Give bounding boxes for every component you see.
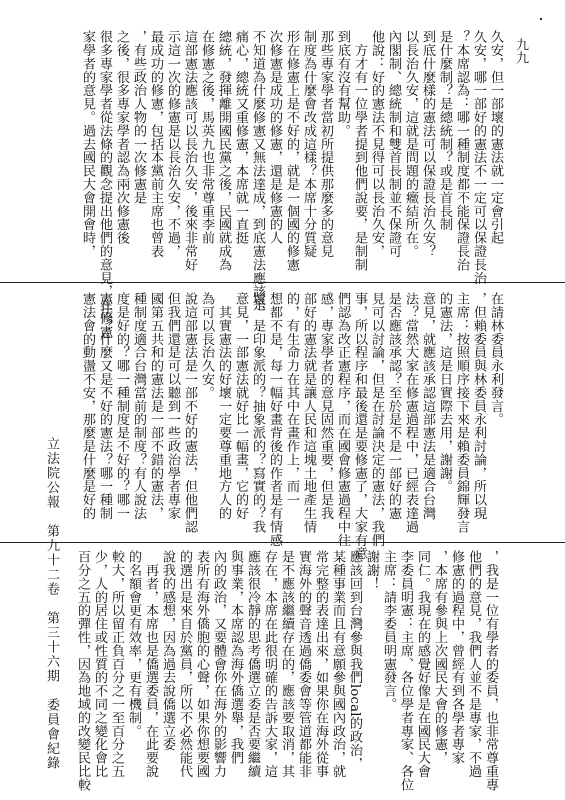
text-line: 的選出是來自於黨員，所以不必然能代 bbox=[177, 550, 192, 778]
text-line: 部好的憲法就是讓人民和這塊土地產生情 bbox=[301, 292, 316, 534]
text-line: ，有些政治人物的一次修憲是 bbox=[131, 30, 146, 205]
text-line: 同仁。我現在的感覺好像是在國民大會 bbox=[415, 550, 430, 778]
text-line: 某種事業而且有意願參與國內政治，就 bbox=[330, 550, 345, 778]
text-line: 國第五共和的憲法是一部不錯的憲法， bbox=[148, 292, 163, 520]
text-line: 百分之五的彈性，因為地域的改變民比較 bbox=[75, 550, 90, 792]
text-line: 內閣制、總統制和雙首長制並不保證可 bbox=[386, 30, 401, 258]
text-line: 是什麼制？是總統制？或是首長制 bbox=[437, 30, 452, 231]
text-line: 表所有海外僑胞的心聲，如果你想要國 bbox=[194, 550, 209, 778]
text-line: 應該回到台灣參與我們local的政治， bbox=[347, 550, 362, 771]
text-line: 再者，本席也是僑選委員，在此要說 bbox=[143, 550, 158, 778]
text-line: 他們的意見，我們人並不是專家，不過 bbox=[466, 550, 481, 778]
text-line: 們認為改正憲程序，而在國會修憲過程中往 bbox=[335, 292, 350, 547]
text-line: 的名額會更有效率，更有機制。 bbox=[126, 550, 141, 738]
text-line: 這部憲法應該可以長治久安，後來非常好 bbox=[182, 30, 197, 272]
text-line: 少，人的居住或性質的不同之變化會比 bbox=[92, 550, 107, 778]
text-line: 事，所以程序和最後還是要修憲了，大家有意 bbox=[352, 292, 367, 560]
text-line: ，本席有參與上次國民大會的修憲， bbox=[432, 550, 447, 765]
text-line: 示這一次的修憲是以長治久安，不過， bbox=[165, 30, 180, 258]
text-line: 壞，是印象派的？抽象派的？寫實的？我 bbox=[250, 292, 265, 534]
text-line: 感，專家學者的意見固然重要，但是我 bbox=[318, 292, 333, 520]
text-line: 李委員明憲：主席、各位學者專家、各位 bbox=[398, 550, 413, 792]
text-line: 主席：請李委員明憲發言。 bbox=[381, 550, 396, 711]
text-line: 久安，但一部壞的憲法就一定會引起 bbox=[488, 30, 503, 245]
text-line: 在請林委員永利發言。 bbox=[488, 292, 503, 426]
text-line: 憲法會的動盪不安，那麼是什麼是好的 bbox=[80, 292, 95, 520]
text-line: 見可以討論，但是在討論決定的憲法，我們 bbox=[369, 292, 384, 547]
text-line: 意見，一部憲法就好比一幅畫，它的好 bbox=[233, 292, 248, 520]
text-line: 常完整的表達出來，如果你在海外從事 bbox=[313, 550, 328, 778]
publication-header: 立法院公報 第九十二卷 第三十六期 委員會紀錄 bbox=[44, 437, 59, 771]
text-line: 不知道為什麼修憲又無法達成，到底憲法應該是 bbox=[250, 30, 265, 312]
page-number: 九九 bbox=[513, 38, 528, 64]
text-line: 應該很冷靜的思考僑選立委是否要繼續 bbox=[245, 550, 260, 778]
text-line: 之後，很多專家學者認為兩次修憲後 bbox=[114, 30, 129, 245]
text-line: 內的政治，又要體會你在海外的影響力 bbox=[211, 550, 226, 778]
text-line: 那些專家學者當初所提供那麼多的意見 bbox=[318, 30, 333, 258]
text-line: 方才有一位學者提到他們說要，是制制 bbox=[352, 30, 367, 272]
text-line: 次修憲是成功的修憲，還是修憲的人 bbox=[267, 30, 282, 245]
text-line: 主席：按照順序接下來是賴委員錦輝發言 bbox=[454, 292, 469, 534]
text-line: 度是好的？哪一種制度是不好的？哪一 bbox=[114, 292, 129, 520]
text-line: 是否應該承認？至於是不是一部好的憲 bbox=[386, 292, 401, 520]
scan-speck bbox=[540, 18, 542, 20]
text-line: 是不應該繼續存在的，應該要取消，其 bbox=[279, 550, 294, 778]
text-line: 法？當然大家在修憲過程中，已經表達過 bbox=[403, 292, 418, 534]
text-line: 在修憲之後，馬英九也非常尊重李前 bbox=[199, 30, 214, 245]
text-line: 制度為什麼會改成這樣？本席十分質疑 bbox=[301, 30, 316, 258]
text-line: 很多專家學者從法條的觀念提出他們的意見，在修憲 bbox=[97, 30, 112, 339]
text-line: ？本席認為：哪一種制度都不能保證長治 bbox=[454, 30, 469, 272]
text-line: 憲法？什麼又是不好的憲法？哪一種制 bbox=[97, 292, 112, 520]
text-line: 修憲的過程中，曾經有到各學者專家 bbox=[449, 550, 464, 765]
text-line: 說我的感想，因為過去說僑選立委 bbox=[160, 550, 175, 751]
text-line: 以長治久安，這就是問題的癥結所在。 bbox=[403, 30, 418, 258]
text-line: 總統，發揮離開國民黨之後，民國就成為 bbox=[216, 30, 231, 272]
text-line: 家學者的意見。過去國民大會開會時， bbox=[80, 30, 95, 258]
text-line: 到底有沒有幫助。 bbox=[335, 30, 350, 138]
text-line: 到底什麼樣的憲法可以保證長治久安？ bbox=[420, 30, 435, 258]
text-line: 實海外的聲音透過僑委會等管道都能非 bbox=[296, 550, 311, 778]
text-line: 最成功的修憲，包括本黨前主席也曾表 bbox=[148, 30, 163, 258]
text-line: 謝謝！ bbox=[364, 550, 379, 591]
text-line: 其實憲法的好壞一定要尊重地方人的 bbox=[216, 292, 231, 520]
text-line: 意見，就應該承認這部憲法是適合台灣 bbox=[420, 292, 435, 520]
text-line: 的憲法，這是日實際去用，謝謝。 bbox=[437, 292, 452, 493]
text-line: 說這部憲法是一部不好的憲法，但他們認 bbox=[182, 292, 197, 534]
text-line: 想都不是，每一幅好畫背後的作者是有情感 bbox=[267, 292, 282, 547]
text-line: 痛心，總統又重修憲，本席就一直挺 bbox=[233, 30, 248, 245]
text-line: 但我們還是可以聽到一些政治學者專家 bbox=[165, 292, 180, 520]
text-line: 他說：好的憲法不見得可以長治久安， bbox=[369, 30, 384, 258]
text-line: 種制度適合台灣當前的制度？有人說法 bbox=[131, 292, 146, 520]
text-line: 與事業，本席認為海外僑選舉，我們 bbox=[228, 550, 243, 765]
text-line: ，我是一位有學者的委員，也非常尊重專 bbox=[483, 550, 498, 792]
text-line: 為可以長治久安。 bbox=[199, 292, 214, 400]
text-line: 久安，哪一部好的憲法不一定可以保證長治 bbox=[471, 30, 486, 285]
text-line: 的，有生命力在其中在畫作上，而一 bbox=[284, 292, 299, 507]
text-line: 較大，所以留正負百分之一至百分之五 bbox=[109, 550, 124, 778]
text-line: 形在修憲上是不好的，就是一個國的修憲 bbox=[284, 30, 299, 272]
text-line: 存在，本席在此很明確的告訴大家，這 bbox=[262, 550, 277, 778]
text-line: ，但賴委員與林委員永利討論，所以現 bbox=[471, 292, 486, 520]
